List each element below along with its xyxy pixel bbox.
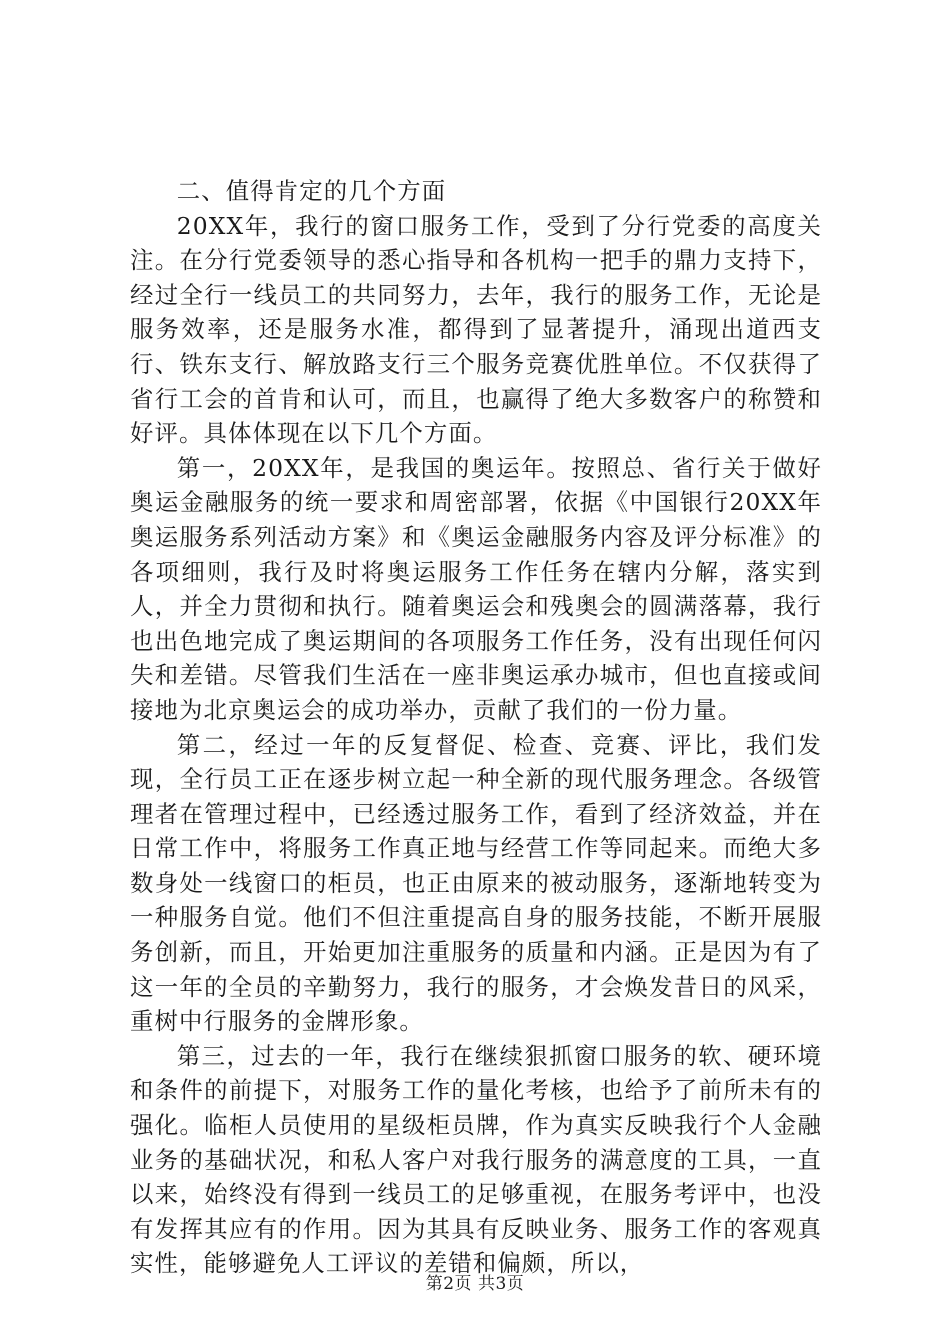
paragraph-intro: 20XX年，我行的窗口服务工作，受到了分行党委的高度关注。在分行党委领导的悉心指导和各机构一把手的鼎力支持下，经过全行一线员工的共同努力，去年，我行的服务工作，无论是服务效率，还是服务水准，都得到了显著提升，涌现出道西支行、铁东支行、解放路支行三个服务竞赛优胜单位。不仅获得了省行工会的首肯和认可，而且，也赢得了绝大多数客户的称赞和好评。具体体现在以下几个方面。 <box>130 211 822 448</box>
document-body <box>130 174 822 1281</box>
section-heading: 二、值得肯定的几个方面 <box>176 177 447 205</box>
paragraph-third: 第三，过去的一年，我行在继续狠抓窗口服务的软、硬环境和条件的前提下，对服务工作的量化考核，也给予了前所未有的强化。临柜人员使用的星级柜员牌，作为真实反映我行个人金融业务的基础状况，和私人客户对我行服务的满意度的工具，一直以来，始终没有得到一线员工的足够重视，在服务考评中，也没有发挥其应有的作用。因为其具有反映业务、服务工作的客观真实性，能够避免人工评议的差错和偏颇，所以， <box>130 1041 822 1278</box>
paragraph-second: 第二，经过一年的反复督促、检查、竞赛、评比，我们发现，全行员工正在逐步树立起一种全新的现代服务理念。各级管理者在管理过程中，已经透过服务工作，看到了经济效益，并在日常工作中，将服务工作真正地与经营工作等同起来。而绝大多数身处一线窗口的柜员，也正由原来的被动服务，逐渐地转变为一种服务自觉。他们不但注重提高自身的服务技能，不断开展服务创新，而且，开始更加注重服务的质量和内涵。正是因为有了这一年的全员的辛勤努力，我行的服务，才会焕发昔日的风采，重树中行服务的金牌形象。 <box>130 730 822 1036</box>
page-footer: 第2页 共3页 <box>425 1274 525 1294</box>
paragraph-first: 第一，20XX年，是我国的奥运年。按照总、省行关于做好奥运金融服务的统一要求和周密部署，依据《中国银行20XX年奥运服务系列活动方案》和《奥运金融服务内容及评分标准》的各项细则，我行及时将奥运服务工作任务在辖内分解，落实到人，并全力贯彻和执行。随着奥运会和残奥会的圆满落幕，我行也出色地完成了奥运期间的各项服务工作任务，没有出现任何闪失和差错。尽管我们生活在一座非奥运承办城市，但也直接或间接地为北京奥运会的成功举办，贡献了我们的一份力量。 <box>130 453 822 724</box>
